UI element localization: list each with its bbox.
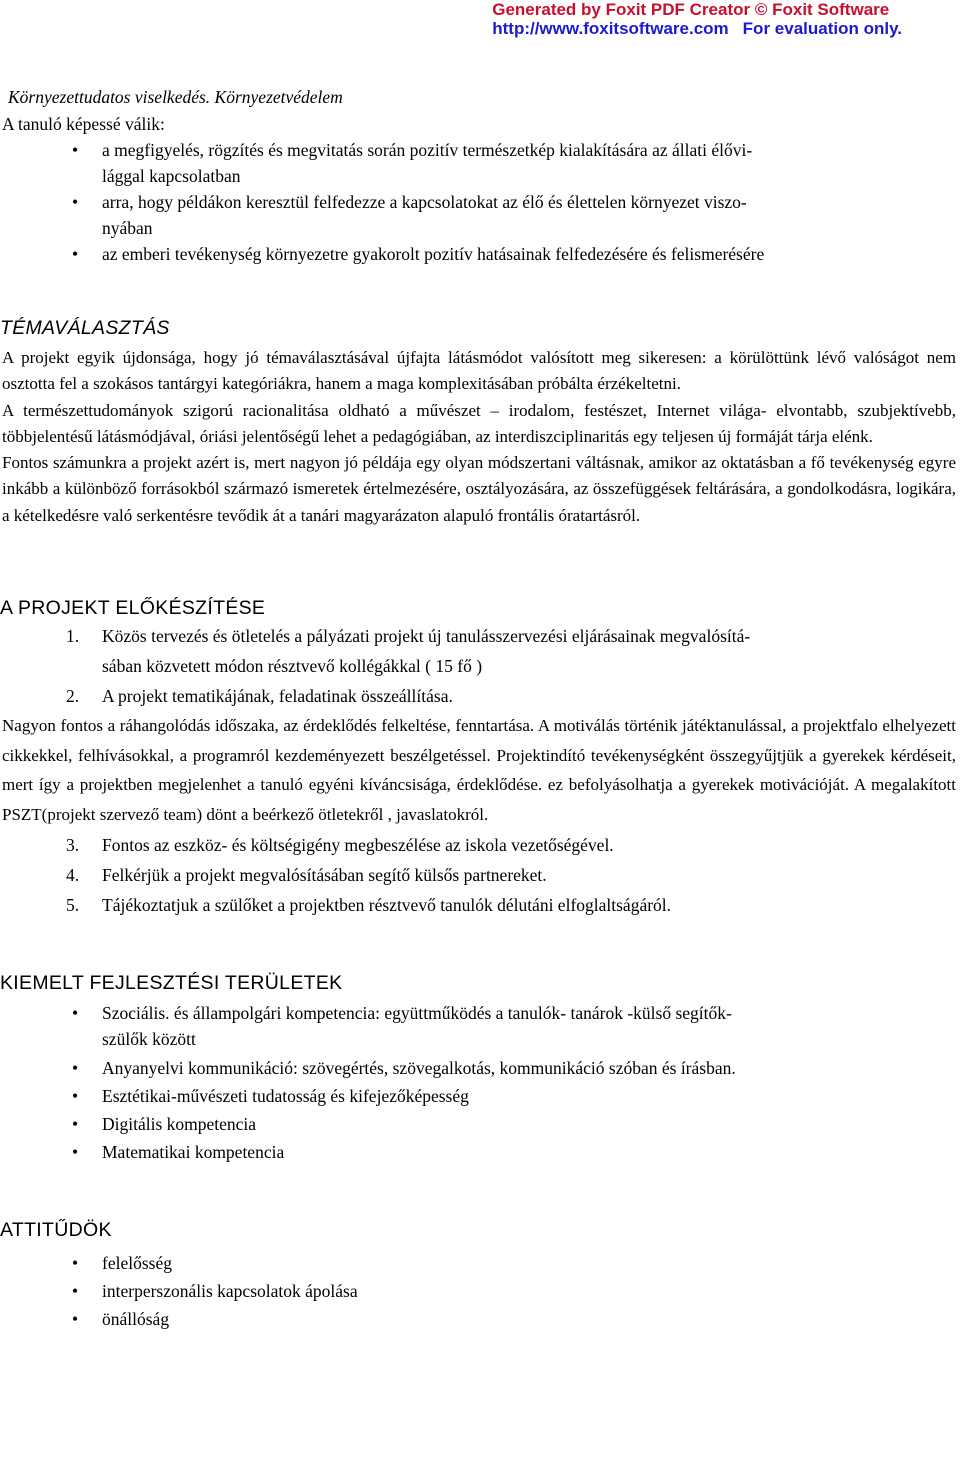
bullet-icon: • bbox=[72, 1308, 79, 1329]
bullet-icon: • bbox=[72, 1141, 79, 1162]
bullet-icon: • bbox=[72, 192, 79, 212]
bullet-icon: • bbox=[72, 1085, 79, 1106]
list-item: 1. Közös tervezés és ötletelés a pályázati projekt új tanulásszervezési eljárásainak megvalósítá- sában közvetett módon résztvevő kollégákkal ( 15 fő ) bbox=[66, 626, 751, 677]
list-item: 5. Tájékoztatjuk a szülőket a projektben résztvevő tanulók délutáni elfoglaltságáról. bbox=[66, 894, 672, 915]
list-item: • Esztétikai-művészeti tudatosság és kifejezőképesség bbox=[0, 1083, 960, 1109]
section-heading-kiemelt: KIEMELT FEJLESZTÉSI TERÜLETEK bbox=[0, 971, 343, 994]
watermark-line1: Generated by Foxit PDF Creator © Foxit Software bbox=[492, 0, 890, 19]
section-heading-tema: TÉMAVÁLASZTÁS bbox=[0, 317, 170, 339]
intro-bullet-list bbox=[0, 137, 960, 267]
list-item: • felelősség bbox=[0, 1249, 960, 1277]
watermark-eval: For evaluation only. bbox=[742, 19, 902, 38]
prep-list-1 bbox=[0, 621, 960, 711]
foxit-watermark bbox=[492, 0, 902, 38]
tema-paragraph-1: A projekt egyik újdonsága, hogy jó témaválasztásával újfajta látásmódot valósított meg sikeresen: a körülöttünk lévő valóságot nem osztotta fel a szokásos tantárgyi kategóriákra, hanem a maga komplexitásában próbálta érzékeltetni. bbox=[2, 348, 956, 394]
list-item: • interperszonális kapcsolatok ápolása bbox=[0, 1277, 960, 1305]
list-item: • Matematikai kompetencia bbox=[0, 1139, 960, 1165]
prep-paragraph: Nagyon fontos a ráhangolódás időszaka, az érdeklődés felkeltése, fenntartása. A motiválás történik játéktanulással, a projektfalo elhelyezett cikkekkel, felhívásokkal, a programról kezdeményezett beszélgetéssel. Projektindító tevékenységként összegyűjtjük a gyerekek kérdéseit, mert így a projektben megjelenhet a tanuló egyéni kíváncsisága, érdeklődése. ez befolyásolhatja a gyerekek motivációját. A megalakított PSZT(projekt szervező team) dönt a beérkező ötletekről , javaslatokról. bbox=[2, 716, 956, 825]
bullet-icon: • bbox=[72, 1002, 79, 1023]
tema-paragraph-3: Fontos számunkra a projekt azért is, mert nagyon jó példája egy olyan módszertani váltásnak, amikor az oktatásban a fő tevékenység egyre inkább a különböző forrásokból származó ismeretek értelmezésére, osztályozására, az összefüggések feltárására, a gondolkodásra, logikára, a kételkedésre való serkentésre tevődik át a tanári magyarázaton alapuló frontális óratartásról. bbox=[2, 453, 956, 525]
list-item: • önállóság bbox=[0, 1305, 960, 1333]
list-item: 4. Felkérjük a projekt megvalósításában segítő külsős partnereket. bbox=[66, 864, 547, 885]
kiemelt-bullet-list bbox=[0, 1000, 960, 1165]
list-item: • Digitális kompetencia bbox=[0, 1111, 960, 1137]
bullet-icon: • bbox=[72, 1280, 79, 1301]
list-item: • arra, hogy példákon keresztül felfedezze a kapcsolatokat az élő és élettelen környezet viszo- bbox=[0, 189, 960, 215]
list-item-continued: lággal kapcsolatban bbox=[102, 166, 241, 186]
list-item: • Anyanyelvi kommunikáció: szövegértés, szövegalkotás, kommunikáció szóban és írásban. bbox=[0, 1055, 960, 1081]
bullet-icon: • bbox=[72, 1113, 79, 1134]
bullet-icon: • bbox=[72, 1252, 79, 1273]
bullet-icon: • bbox=[72, 140, 79, 160]
list-item: 2. A projekt tematikájának, feladatinak összeállítása. bbox=[66, 686, 453, 707]
intro-lead: A tanuló képessé válik: bbox=[2, 113, 165, 134]
list-item: • az emberi tevékenység környezetre gyakorolt pozitív hatásainak felfedezésére és felismerésére bbox=[0, 241, 960, 267]
list-item: • a megfigyelés, rögzítés és megvitatás során pozitív természetkép kialakítására az állati élővi- bbox=[0, 137, 960, 163]
list-item: 3. Fontos az eszköz- és költségigény megbeszélése az iskola vezetőségével. bbox=[66, 834, 614, 855]
tema-paragraph-2: A természettudományok szigorú racionalitása oldható a művészet – irodalom, festészet, Internet világa- elvontabb, szubjektívebb, többjelentésű látásmódjával, óriási jelentőségű lehet a pedagógiában, az interdiszciplinaritás egy teljesen új formáját tárja elénk. bbox=[2, 400, 956, 446]
list-item: • Szociális. és állampolgári kompetencia: együttműködés a tanulók- tanárok -külső segítők- bbox=[0, 1000, 960, 1026]
list-item-continued: nyában bbox=[102, 218, 153, 238]
list-item-continued: szülők között bbox=[102, 1028, 196, 1049]
watermark-url[interactable]: http://www.foxitsoftware.com bbox=[492, 19, 729, 38]
attitudok-bullet-list bbox=[0, 1249, 960, 1333]
section-heading-elokeszites: A PROJEKT ELŐKÉSZÍTÉSE bbox=[0, 597, 266, 620]
intro-heading: Környezettudatos viselkedés. Környezetvédelem bbox=[8, 87, 343, 107]
prep-list-2 bbox=[0, 830, 960, 920]
document-page bbox=[0, 84, 960, 1333]
bullet-icon: • bbox=[72, 1057, 79, 1078]
section-heading-attitudok: ATTITŰDÖK bbox=[0, 1218, 112, 1241]
bullet-icon: • bbox=[72, 244, 79, 264]
